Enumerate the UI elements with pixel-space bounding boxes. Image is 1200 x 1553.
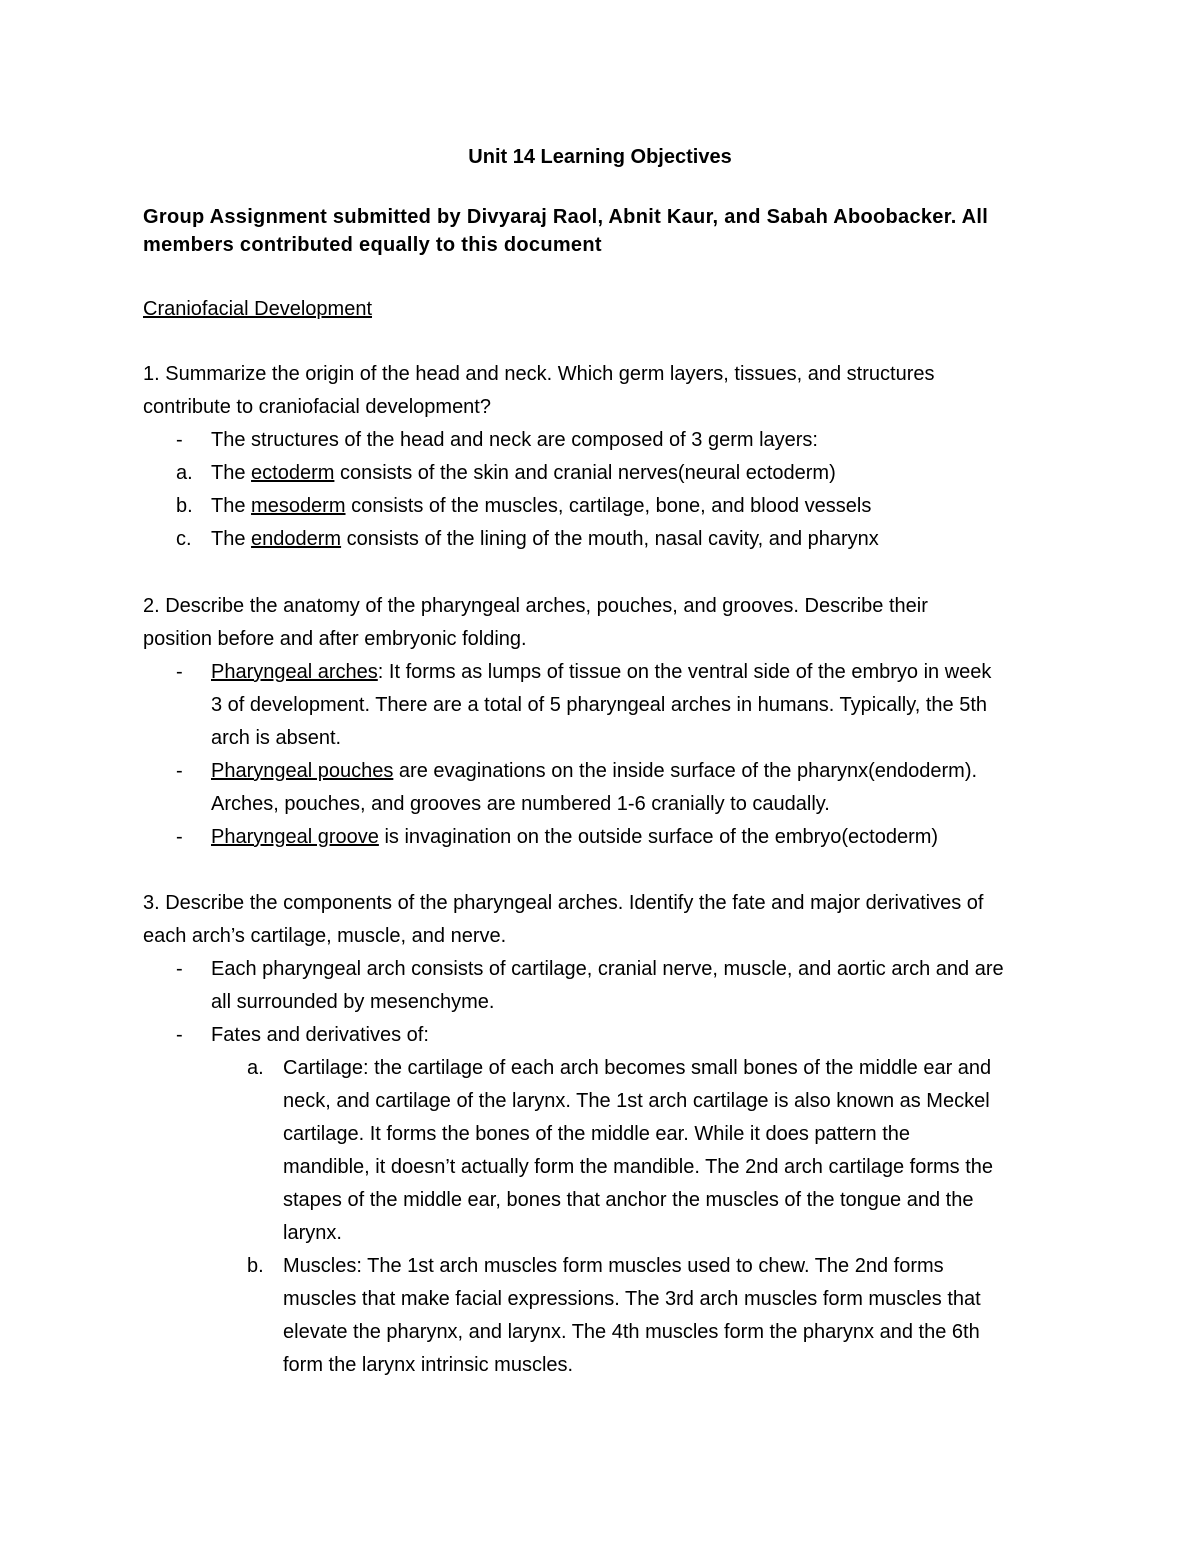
q1-item-b: The mesoderm consists of the muscles, cartilage, bone, and blood vessels <box>211 495 872 517</box>
q3-bullet-1-line-1: Each pharyngeal arch consists of cartilage, cranial nerve, muscle, and aortic arch and are <box>211 958 1004 980</box>
q2-bullet-3-line-1: Pharyngeal groove is invagination on the outside surface of the embryo(ectoderm) <box>211 826 939 848</box>
q3-bullet-2-marker: - <box>176 1024 183 1046</box>
q2-line-1: 2. Describe the anatomy of the pharyngeal arches, pouches, and grooves. Describe their <box>143 595 928 617</box>
term-pharyngeal-arches: Pharyngeal arches <box>211 661 378 683</box>
assignment-line-2: members contributed equally to this document <box>143 234 602 256</box>
q3-subitem-a-marker: a. <box>247 1057 264 1079</box>
document-title: Unit 14 Learning Objectives <box>468 146 732 168</box>
q3-bullet-1-line-2: all surrounded by mesenchyme. <box>211 991 495 1013</box>
q3-subitem-b-marker: b. <box>247 1255 264 1277</box>
q3-subitem-a-line-4: mandible, it doesn’t actually form the mandible. The 2nd arch cartilage forms the <box>283 1156 993 1178</box>
q1-item-a: The ectoderm consists of the skin and cranial nerves(neural ectoderm) <box>211 462 836 484</box>
q3-subitem-b-line-3: elevate the pharynx, and larynx. The 4th muscles form the pharynx and the 6th <box>283 1321 980 1343</box>
term-pharyngeal-pouches: Pharyngeal pouches <box>211 760 394 782</box>
q3-subitem-a-line-1: Cartilage: the cartilage of each arch becomes small bones of the middle ear and <box>283 1057 992 1079</box>
term-endoderm: endoderm <box>251 528 342 550</box>
q3-subitem-a-line-6: larynx. <box>283 1222 342 1244</box>
q2-bullet-1-line-2: 3 of development. There are a total of 5 pharyngeal arches in humans. Typically, the 5th <box>211 694 988 716</box>
q1-line-1: 1. Summarize the origin of the head and neck. Which germ layers, tissues, and structures <box>143 363 935 385</box>
q3-subitem-b-line-4: form the larynx intrinsic muscles. <box>283 1354 574 1376</box>
q1-line-2: contribute to craniofacial development? <box>143 396 491 418</box>
q2-bullet-1-marker: - <box>176 661 183 683</box>
q1-bullet: The structures of the head and neck are composed of 3 germ layers: <box>211 429 818 451</box>
q2-bullet-1-line-1: Pharyngeal arches: It forms as lumps of tissue on the ventral side of the embryo in week <box>211 661 992 683</box>
q2-line-2: position before and after embryonic folding. <box>143 628 527 650</box>
q2-bullet-2-marker: - <box>176 760 183 782</box>
q1-item-b-marker: b. <box>176 495 193 517</box>
q1-item-c-marker: c. <box>176 528 192 550</box>
q3-line-2: each arch’s cartilage, muscle, and nerve. <box>143 925 507 947</box>
q3-line-1: 3. Describe the components of the pharyngeal arches. Identify the fate and major derivatives of <box>143 892 984 914</box>
term-mesoderm: mesoderm <box>251 495 346 517</box>
q3-subitem-b-line-1: Muscles: The 1st arch muscles form muscles used to chew. The 2nd forms <box>283 1255 944 1277</box>
term-ectoderm: ectoderm <box>251 462 335 484</box>
q1-item-c: The endoderm consists of the lining of the mouth, nasal cavity, and pharynx <box>211 528 879 550</box>
term-pharyngeal-groove: Pharyngeal groove <box>211 826 379 848</box>
q2-bullet-2-line-1: Pharyngeal pouches are evaginations on the inside surface of the pharynx(endoderm). <box>211 760 978 782</box>
q2-bullet-2-line-2: Arches, pouches, and grooves are numbered 1-6 cranially to caudally. <box>211 793 830 815</box>
q3-subitem-a-line-2: neck, and cartilage of the larynx. The 1st arch cartilage is also known as Meckel <box>283 1090 990 1112</box>
q3-bullet-1-marker: - <box>176 958 183 980</box>
section-heading: Craniofacial Development <box>143 298 373 320</box>
q3-subitem-b-line-2: muscles that make facial expressions. The 3rd arch muscles form muscles that <box>283 1288 981 1310</box>
q1-dash: - <box>176 429 183 451</box>
q2-bullet-3-marker: - <box>176 826 183 848</box>
q3-bullet-2: Fates and derivatives of: <box>211 1024 429 1046</box>
q1-item-a-marker: a. <box>176 462 193 484</box>
q3-subitem-a-line-5: stapes of the middle ear, bones that anchor the muscles of the tongue and the <box>283 1189 974 1211</box>
q3-subitem-a-line-3: cartilage. It forms the bones of the middle ear. While it does pattern the <box>283 1123 911 1145</box>
assignment-line-1: Group Assignment submitted by Divyaraj Raol, Abnit Kaur, and Sabah Aboobacker. All <box>143 206 989 228</box>
q2-bullet-1-line-3: arch is absent. <box>211 727 342 749</box>
